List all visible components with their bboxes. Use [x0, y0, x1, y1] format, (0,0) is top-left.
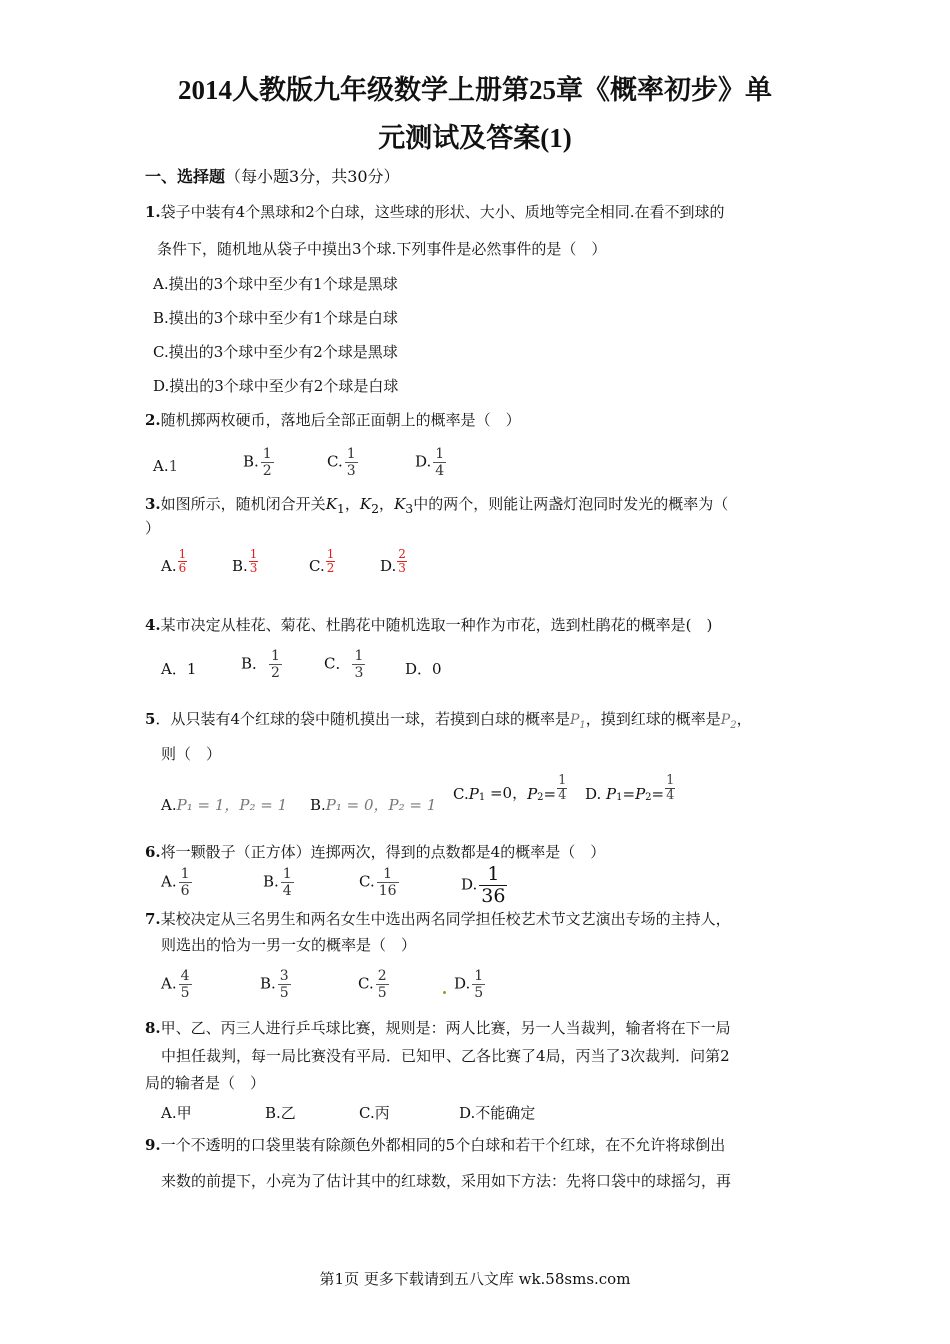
q3-d-num: 2 — [398, 547, 406, 561]
q2-d-num: 1 — [435, 446, 445, 462]
q3-k1-sub: 1 — [336, 501, 345, 516]
q5-option-b — [310, 794, 436, 815]
q3-a-num: 1 — [178, 547, 187, 561]
q3-b-den: 3 — [249, 561, 258, 575]
q5-d-p1: P — [606, 785, 617, 803]
q6-option-d — [461, 864, 507, 907]
q5-text-end: ， — [736, 710, 752, 728]
q5-option-a — [161, 794, 287, 815]
q5-p2: P — [720, 712, 731, 728]
q6-b-label: B. — [263, 872, 279, 891]
q4-number: 4. — [145, 616, 161, 634]
q8-option-c: C.丙 — [359, 1104, 390, 1122]
q7-d-den: 5 — [474, 985, 484, 1001]
q8-option-b: B.乙 — [265, 1104, 296, 1122]
q6-a-den: 6 — [180, 883, 190, 899]
q7-line1 — [145, 908, 731, 930]
q5-b-label: B. — [310, 796, 326, 814]
q5-text-mid: ，摸到红球的概率是 — [585, 710, 721, 728]
q9-line2: 来数的前提下，小亮为了估计其中的红球数，采用如下方法：先将口袋中的球摇匀，再 — [161, 1172, 732, 1190]
q6-b-num: 1 — [282, 866, 292, 882]
q3-c-den: 2 — [326, 561, 335, 575]
q8-line2: 中担任裁判，每一局比赛没有平局．已知甲、乙各比赛了4局，丙当了3次裁判．问第2 — [161, 1047, 730, 1065]
q8-option-d: D.不能确定 — [459, 1104, 536, 1122]
q5-c-den: 4 — [558, 788, 567, 803]
q5-c-p2: P — [527, 785, 538, 803]
q3-sep2: ， — [379, 495, 395, 513]
q4-option-a: A．1 — [161, 660, 197, 678]
q5-d-p2: P — [635, 785, 646, 803]
scan-speck — [443, 991, 446, 994]
q7-b-den: 5 — [279, 985, 289, 1001]
q5-a-label: A. — [161, 796, 177, 814]
q5-d-eq2: = — [651, 785, 665, 803]
q3-number: 3. — [145, 495, 161, 513]
title-line-1: 2014人教版九年级数学上册第25章《概率初步》单 — [178, 75, 772, 105]
q3-c-label: C. — [309, 557, 325, 575]
q7-line2: 则选出的恰为一男一女的概率是（ ） — [161, 936, 417, 954]
q3-line2: ） — [145, 519, 161, 537]
q7-text: 某校决定从三名男生和两名女生中选出两名同学担任校艺术节文艺演出专场的主持人， — [160, 910, 731, 928]
q3-sep1: ， — [344, 495, 360, 513]
q7-option-c — [358, 968, 389, 1001]
q4-b-num: 1 — [271, 648, 280, 664]
q3-d-label: D. — [380, 557, 397, 575]
q3-a-label: A. — [161, 557, 177, 575]
section-note: （每小题3分，共30分） — [225, 167, 400, 186]
q3-line1 — [145, 493, 728, 520]
section-label: 一、选择题 — [145, 167, 226, 186]
q2-b-num: 1 — [262, 446, 272, 462]
q6-d-label: D. — [461, 875, 478, 894]
q3-option-c — [309, 548, 335, 575]
q6-line — [145, 841, 605, 863]
q3-b-num: 1 — [249, 547, 258, 561]
q6-number: 6. — [145, 843, 161, 861]
q2-option-d — [415, 446, 446, 479]
q4-option-d: D．0 — [405, 660, 442, 678]
q5-a-value: P₁ = 1，P₂ = 1 — [176, 796, 288, 814]
q6-c-label: C. — [359, 872, 375, 891]
q6-option-c — [359, 866, 399, 899]
q4-line — [145, 614, 712, 636]
q6-option-b — [263, 866, 294, 899]
q3-option-b — [232, 548, 258, 575]
q7-c-label: C. — [358, 974, 374, 993]
q4-c-label: C． — [324, 654, 351, 673]
q8-line1 — [145, 1017, 731, 1039]
q1-line1 — [145, 201, 725, 223]
q1-option-c: C.摸出的3个球中至少有2个球是黑球 — [153, 343, 398, 361]
q2-a-value: 1 — [168, 457, 179, 475]
q9-line1 — [145, 1134, 725, 1156]
q2-b-label: B. — [243, 452, 259, 471]
q1-number: 1. — [145, 203, 161, 221]
q5-d-p1-sub: 1 — [616, 792, 623, 803]
q5-line1 — [145, 708, 752, 737]
q3-a-den: 6 — [178, 561, 187, 575]
q5-option-c — [453, 774, 567, 803]
q6-text: 将一颗骰子（正方体）连掷两次，得到的点数都是4的概率是（ ） — [160, 843, 606, 861]
q3-k2-sub: 2 — [371, 501, 380, 516]
section-heading — [145, 166, 400, 188]
q3-text-pre: 如图所示，随机闭合开关 — [160, 495, 326, 513]
page-footer: 第1页 更多下载请到五八文库 wk.58sms.com — [319, 1270, 631, 1288]
q6-c-den: 16 — [378, 883, 397, 899]
q2-option-a — [153, 457, 178, 475]
q3-option-d — [380, 548, 407, 575]
q6-b-den: 4 — [282, 883, 292, 899]
title-line-2: 元测试及答案(1) — [378, 123, 572, 153]
q2-option-c — [327, 446, 358, 479]
q5-d-eq1: = — [622, 785, 636, 803]
q2-b-den: 2 — [262, 463, 272, 479]
q6-d-den: 36 — [481, 885, 506, 907]
q7-option-a — [161, 968, 192, 1001]
q2-c-den: 3 — [346, 463, 356, 479]
q2-d-label: D. — [415, 452, 432, 471]
q4-text: 某市决定从桂花、菊花、杜鹃花中随机选取一种作为市花，选到杜鹃花的概率是( ) — [160, 616, 713, 634]
q6-d-num: 1 — [487, 863, 500, 885]
q4-c-den: 3 — [354, 665, 364, 681]
q5-d-p2-sub: 2 — [645, 792, 652, 803]
q4-b-den: 2 — [271, 665, 280, 681]
q5-number: 5 — [145, 710, 156, 728]
q8-option-a: A.甲 — [161, 1104, 192, 1122]
q2-a-label: A. — [153, 457, 169, 475]
q2-option-b — [243, 446, 274, 479]
q2-c-label: C. — [327, 452, 343, 471]
q2-line — [145, 409, 521, 431]
q3-text-post: 中的两个，则能让两盏灯泡同时发光的概率为（ — [413, 495, 729, 513]
q5-option-d — [585, 774, 675, 803]
q5-d-den: 4 — [666, 788, 675, 803]
q5-c-p1: P — [468, 785, 479, 803]
q3-k3-sub: 3 — [405, 501, 414, 516]
q4-b-label: B． — [241, 654, 268, 673]
q7-c-num: 2 — [377, 968, 387, 984]
q5-c-label: C. — [453, 785, 469, 803]
q7-a-label: A. — [161, 974, 177, 993]
q3-b-label: B. — [232, 557, 248, 575]
q6-c-num: 1 — [383, 866, 393, 882]
q5-c-p1-sub: 1 — [478, 792, 486, 803]
q7-b-label: B. — [260, 974, 276, 993]
q5-c-eq: = — [543, 785, 557, 803]
q3-k3: K — [394, 495, 406, 513]
q5-text-pre: ．从只装有4个红球的袋中随机摸出一球，若摸到白球的概率是 — [155, 710, 570, 728]
q5-d-label: D. — [585, 785, 607, 803]
q2-d-den: 4 — [435, 463, 445, 479]
q7-number: 7. — [145, 910, 161, 928]
q7-d-label: D. — [454, 974, 471, 993]
q4-option-c — [324, 648, 365, 681]
q2-text: 随机掷两枚硬币，落地后全部正面朝上的概率是（ ） — [160, 411, 521, 429]
q5-c-p2-sub: 2 — [537, 792, 544, 803]
q8-text: 甲、乙、丙三人进行乒乓球比赛，规则是：两人比赛，另一人当裁判，输者将在下一局 — [160, 1019, 731, 1037]
q5-p2-sub: 2 — [730, 719, 737, 731]
q3-k2: K — [359, 495, 372, 513]
q9-number: 9. — [145, 1136, 161, 1154]
q5-b-value: P₁ = 0，P₂ = 1 — [325, 796, 437, 814]
q3-k1: K — [325, 495, 337, 513]
q1-option-b: B.摸出的3个球中至少有1个球是白球 — [153, 309, 398, 327]
q1-line2: 条件下，随机地从袋子中摸出3个球.下列事件是必然事件的是（ ） — [157, 240, 607, 258]
q8-line3: 局的输者是（ ） — [145, 1074, 266, 1092]
q1-option-d: D.摸出的3个球中至少有2个球是白球 — [153, 377, 399, 395]
q6-a-label: A. — [161, 872, 177, 891]
q2-c-num: 1 — [346, 446, 356, 462]
q7-a-num: 4 — [180, 968, 190, 984]
q6-option-a — [161, 866, 192, 899]
q3-c-num: 1 — [326, 547, 335, 561]
q3-d-den: 3 — [398, 561, 406, 575]
q5-d-num: 1 — [666, 773, 675, 788]
q5-line2: 则（ ） — [161, 745, 222, 763]
q7-d-num: 1 — [474, 968, 484, 984]
q1-text: 袋子中装有4个黑球和2个白球，这些球的形状、大小、质地等完全相同.在看不到球的 — [160, 203, 725, 221]
q4-option-b — [241, 648, 282, 681]
q7-b-num: 3 — [279, 968, 289, 984]
q4-c-num: 1 — [354, 648, 364, 664]
q5-p1: P — [569, 712, 580, 728]
q5-c-num: 1 — [558, 773, 567, 788]
q5-c-mid: =0， — [485, 784, 528, 802]
q7-option-b — [260, 968, 291, 1001]
q7-c-den: 5 — [377, 985, 387, 1001]
q3-option-a — [161, 548, 187, 575]
q8-number: 8. — [145, 1019, 161, 1037]
q1-option-a: A.摸出的3个球中至少有1个球是黑球 — [153, 275, 398, 293]
q7-option-d — [454, 968, 485, 1001]
q6-a-num: 1 — [180, 866, 190, 882]
q9-text: 一个不透明的口袋里装有除颜色外都相同的5个白球和若干个红球，在不允许将球倒出 — [160, 1136, 726, 1154]
q2-number: 2. — [145, 411, 161, 429]
q7-a-den: 5 — [180, 985, 190, 1001]
q5-p1-sub: 1 — [579, 719, 586, 731]
